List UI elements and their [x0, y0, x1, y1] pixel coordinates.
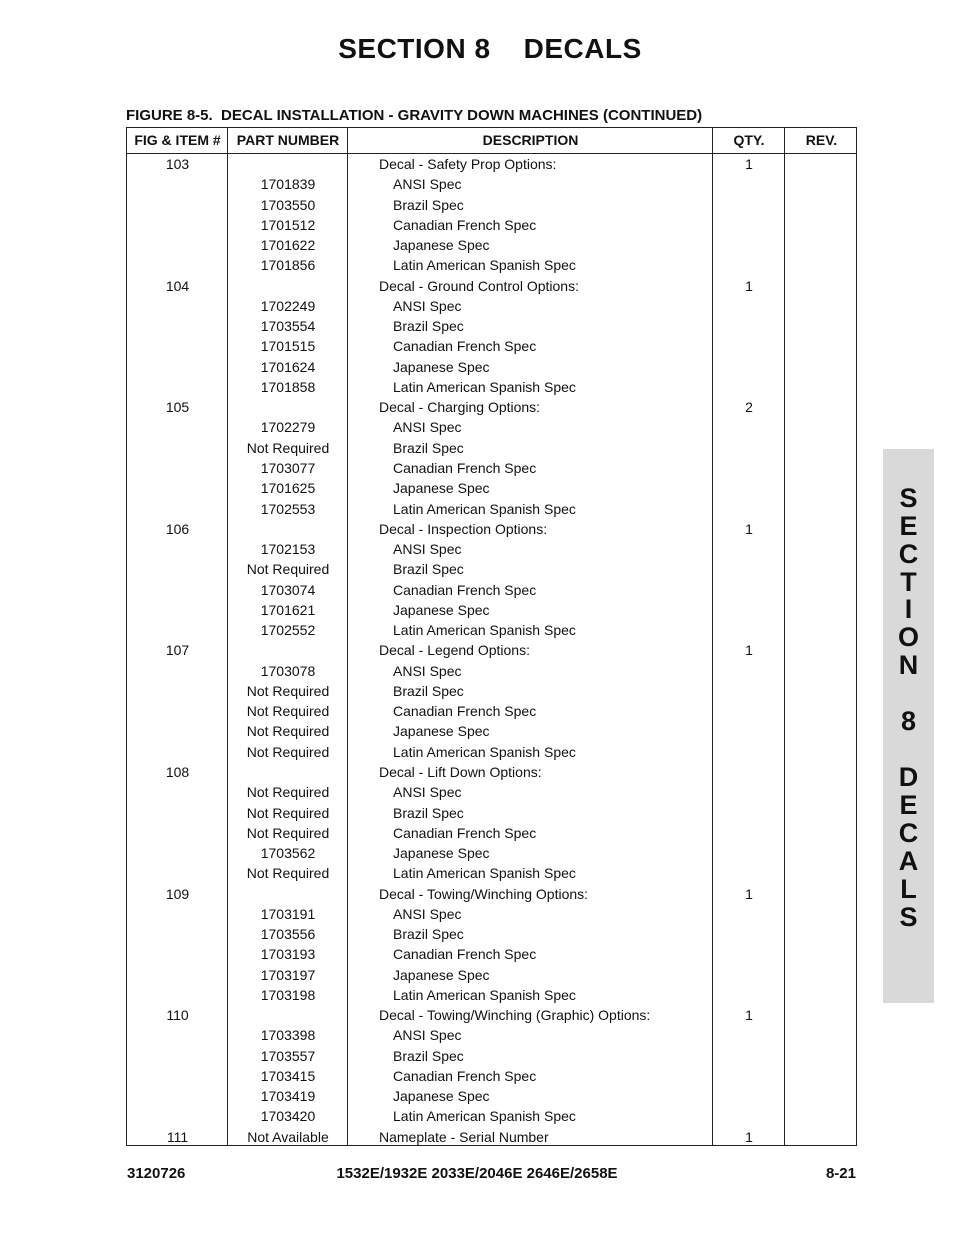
- fig-item-cell: 111: [166, 1128, 189, 1145]
- description-cell: Brazil Spec: [393, 561, 464, 578]
- description-cell: Brazil Spec: [393, 1047, 464, 1064]
- description-cell: Canadian French Spec: [393, 216, 537, 233]
- description-cell: Japanese Spec: [393, 966, 490, 983]
- qty-cell: 1: [745, 1128, 753, 1145]
- part-number-cell: 1702249: [260, 297, 316, 314]
- part-number-cell: 1703193: [260, 946, 316, 963]
- part-number-cell: 1703557: [260, 1047, 316, 1064]
- part-number-cell: 1701515: [260, 338, 316, 355]
- description-cell: Canadian French Spec: [393, 703, 537, 720]
- part-number-cell: 1701624: [260, 358, 316, 375]
- part-number-cell: Not Required: [246, 682, 330, 699]
- table-row: [127, 1127, 856, 1147]
- fig-item-cell: 110: [166, 1007, 189, 1024]
- table-row: [127, 559, 856, 579]
- description-cell: Latin American Spanish Spec: [393, 622, 576, 639]
- qty-cell: 1: [745, 885, 753, 902]
- description-cell: Nameplate - Serial Number: [379, 1128, 549, 1145]
- description-cell: Latin American Spanish Spec: [393, 986, 576, 1003]
- table-row: [127, 1066, 856, 1086]
- table-row: [127, 620, 856, 640]
- qty-cell: 1: [745, 1007, 753, 1024]
- description-cell: Decal - Towing/Winching (Graphic) Options:: [379, 1007, 651, 1024]
- part-number-cell: 1702279: [260, 419, 316, 436]
- part-number-cell: 1703398: [260, 1027, 316, 1044]
- part-number-cell: 1701625: [260, 480, 316, 497]
- table-row: [127, 1025, 856, 1045]
- side-tab-letter: D: [898, 762, 919, 792]
- description-cell: Japanese Spec: [393, 1088, 490, 1105]
- description-cell: Decal - Charging Options:: [379, 399, 541, 416]
- side-tab-letter: L: [900, 874, 917, 904]
- fig-item-cell: 103: [165, 156, 190, 172]
- part-number-cell: 1702552: [260, 622, 316, 639]
- table-row: [127, 782, 856, 802]
- description-cell: Canadian French Spec: [393, 338, 537, 355]
- table-row: [127, 884, 856, 904]
- part-number-cell: 1703198: [260, 986, 316, 1003]
- table-row: [127, 417, 856, 437]
- table-row: [127, 1005, 856, 1025]
- column-header-part-number: PART NUMBER: [236, 132, 340, 148]
- description-cell: Brazil Spec: [393, 682, 464, 699]
- description-cell: Decal - Legend Options:: [379, 642, 530, 659]
- table-row: [127, 904, 856, 924]
- column-header-fig-item: FIG & ITEM #: [134, 132, 221, 148]
- description-cell: Brazil Spec: [393, 318, 464, 335]
- description-cell: ANSI Spec: [393, 419, 462, 436]
- side-tab-letter: N: [898, 650, 919, 680]
- footer-model-numbers: 1532E/1932E 2033E/2046E 2646E/2658E: [336, 1165, 618, 1182]
- description-cell: Canadian French Spec: [393, 1067, 537, 1084]
- description-cell: ANSI Spec: [393, 297, 462, 314]
- part-number-cell: Not Available: [247, 1128, 329, 1145]
- table-row: [127, 985, 856, 1005]
- table-row: [127, 823, 856, 843]
- fig-item-cell: 105: [165, 399, 190, 416]
- table-row: [127, 924, 856, 944]
- part-number-cell: Not Required: [246, 439, 330, 456]
- side-tab-letter: C: [898, 539, 919, 569]
- part-number-cell: Not Required: [246, 804, 330, 821]
- table-row: [127, 154, 856, 174]
- column-header-description: DESCRIPTION: [482, 132, 579, 148]
- description-cell: Japanese Spec: [393, 480, 490, 497]
- table-row: [127, 600, 856, 620]
- part-number-cell: 1703420: [260, 1108, 316, 1125]
- description-cell: Japanese Spec: [393, 237, 490, 254]
- description-cell: Canadian French Spec: [393, 459, 537, 476]
- table-row: [127, 438, 856, 458]
- table-row: [127, 701, 856, 721]
- description-cell: Latin American Spanish Spec: [393, 743, 576, 760]
- side-tab-letter: E: [899, 790, 918, 820]
- qty-cell: 1: [745, 642, 753, 659]
- side-tab-letter: E: [899, 511, 918, 541]
- table-row: [127, 742, 856, 762]
- table-row: [127, 843, 856, 863]
- description-cell: Canadian French Spec: [393, 581, 537, 598]
- table-row: [127, 640, 856, 660]
- side-tab-letter: I: [904, 594, 913, 624]
- description-cell: Decal - Towing/Winching Options:: [379, 885, 589, 902]
- table-row: [127, 944, 856, 964]
- section-side-tab: [883, 449, 934, 1003]
- part-number-cell: 1703197: [260, 966, 316, 983]
- part-number-cell: 1701622: [260, 237, 316, 254]
- part-number-cell: 1702553: [260, 500, 316, 517]
- description-cell: Japanese Spec: [393, 845, 490, 862]
- description-cell: Japanese Spec: [393, 601, 490, 618]
- description-cell: Latin American Spanish Spec: [393, 257, 576, 274]
- part-number-cell: Not Required: [246, 561, 330, 578]
- table-row: [127, 478, 856, 498]
- figure-title: FIGURE 8-5. DECAL INSTALLATION - GRAVITY DOWN MACHINES (CONTINUED): [126, 107, 703, 124]
- description-cell: Latin American Spanish Spec: [393, 1108, 576, 1125]
- side-tab-letter: S: [899, 483, 918, 513]
- description-cell: ANSI Spec: [393, 905, 462, 922]
- part-number-cell: Not Required: [246, 743, 330, 760]
- part-number-cell: 1701839: [260, 176, 316, 193]
- part-number-cell: Not Required: [246, 703, 330, 720]
- description-cell: Decal - Inspection Options:: [379, 520, 548, 537]
- description-cell: Canadian French Spec: [393, 824, 537, 841]
- qty-cell: 1: [745, 277, 753, 294]
- part-number-cell: 1703077: [260, 459, 316, 476]
- qty-cell: 1: [745, 156, 753, 172]
- table-row: [127, 357, 856, 377]
- description-cell: ANSI Spec: [393, 662, 462, 679]
- description-cell: Brazil Spec: [393, 439, 464, 456]
- side-tab-letter: S: [899, 902, 918, 932]
- side-tab-letter: O: [897, 622, 919, 652]
- part-number-cell: 1701856: [260, 257, 316, 274]
- description-cell: Latin American Spanish Spec: [393, 865, 576, 882]
- part-number-cell: Not Required: [246, 723, 330, 740]
- side-tab-letter: A: [898, 846, 919, 876]
- description-cell: Decal - Ground Control Options:: [379, 277, 579, 294]
- table-row: [127, 1046, 856, 1066]
- part-number-cell: 1703556: [260, 926, 316, 943]
- description-cell: Decal - Safety Prop Options:: [379, 156, 557, 172]
- part-number-cell: 1701621: [260, 601, 316, 618]
- description-cell: Latin American Spanish Spec: [393, 378, 576, 395]
- part-number-cell: Not Required: [246, 784, 330, 801]
- part-number-cell: 1703562: [260, 845, 316, 862]
- table-row: [127, 863, 856, 883]
- part-number-cell: 1703078: [260, 662, 316, 679]
- part-number-cell: 1703419: [260, 1088, 316, 1105]
- qty-cell: 1: [745, 520, 753, 537]
- fig-item-cell: 104: [165, 277, 190, 294]
- part-number-cell: 1703415: [260, 1067, 316, 1084]
- table-row: [127, 377, 856, 397]
- description-cell: ANSI Spec: [393, 176, 462, 193]
- description-cell: Latin American Spanish Spec: [393, 500, 576, 517]
- description-cell: Japanese Spec: [393, 358, 490, 375]
- table-row: [127, 255, 856, 275]
- side-tab-letter: T: [900, 567, 917, 597]
- description-cell: Brazil Spec: [393, 926, 464, 943]
- table-row: [127, 397, 856, 417]
- footer-page-number: 8-21: [825, 1165, 856, 1182]
- description-cell: Decal - Lift Down Options:: [379, 763, 542, 780]
- fig-item-cell: 108: [165, 763, 190, 780]
- table-header: [127, 128, 856, 154]
- section-title: SECTION 8 DECALS: [338, 33, 642, 64]
- table-row: [127, 965, 856, 985]
- description-cell: ANSI Spec: [393, 1027, 462, 1044]
- table-row: [127, 276, 856, 296]
- column-header-qty: QTY.: [733, 132, 765, 148]
- table-row: [127, 721, 856, 741]
- table-row: [127, 235, 856, 255]
- part-number-cell: 1703554: [260, 318, 316, 335]
- description-cell: Brazil Spec: [393, 804, 464, 821]
- table-row: [127, 762, 856, 782]
- part-number-cell: 1703074: [260, 581, 316, 598]
- table-row: [127, 174, 856, 194]
- part-number-cell: Not Required: [246, 824, 330, 841]
- table-row: [127, 803, 856, 823]
- table-row: [127, 519, 856, 539]
- qty-cell: 2: [745, 399, 753, 416]
- table-row: [127, 661, 856, 681]
- table-row: [127, 195, 856, 215]
- table-row: [127, 316, 856, 336]
- fig-item-cell: 107: [165, 642, 190, 659]
- table-row: [127, 681, 856, 701]
- part-number-cell: 1701512: [260, 216, 316, 233]
- table-row: [127, 1106, 856, 1126]
- fig-item-cell: 106: [165, 520, 190, 537]
- table-row: [127, 499, 856, 519]
- table-row: [127, 1086, 856, 1106]
- description-cell: Japanese Spec: [393, 723, 490, 740]
- table-row: [127, 580, 856, 600]
- side-tab-letter: 8: [900, 706, 917, 736]
- side-tab-letter: C: [898, 818, 919, 848]
- description-cell: Brazil Spec: [393, 196, 464, 213]
- table-row: [127, 458, 856, 478]
- column-header-rev: REV.: [805, 132, 838, 148]
- footer-document-number: 3120726: [127, 1165, 186, 1182]
- table-body: [127, 154, 856, 1147]
- table-row: [127, 539, 856, 559]
- part-number-cell: 1701858: [260, 378, 316, 395]
- table-row: [127, 215, 856, 235]
- part-number-cell: 1703550: [260, 196, 316, 213]
- description-cell: ANSI Spec: [393, 784, 462, 801]
- part-number-cell: Not Required: [246, 865, 330, 882]
- table-row: [127, 336, 856, 356]
- description-cell: Canadian French Spec: [393, 946, 537, 963]
- table-row: [127, 296, 856, 316]
- part-number-cell: 1703191: [260, 905, 316, 922]
- description-cell: ANSI Spec: [393, 541, 462, 558]
- fig-item-cell: 109: [165, 885, 190, 902]
- parts-table: [126, 127, 857, 1146]
- part-number-cell: 1702153: [260, 541, 316, 558]
